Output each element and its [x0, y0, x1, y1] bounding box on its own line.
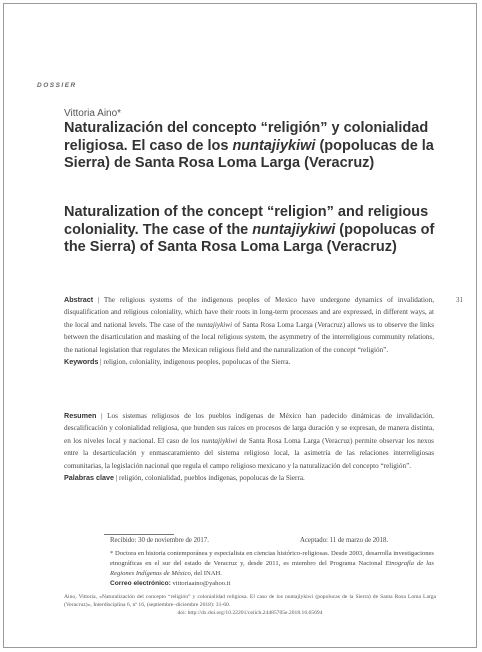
- abstract-label: Abstract: [64, 295, 94, 304]
- keywords-es-text: religión, colonialidad, pueblos indígenas, popolucas de la Sierra.: [119, 474, 305, 483]
- abstract-english: Abstract | The religious systems of the indigenous peoples of Mexico have undergone dynamics of invalidation, disqualification and religious coloniality, which have their roots in long-term processes and are expressed, in different ways, at the local and national levels. The case of the nuntajiykiwi of Santa Rosa Loma Larga (Veracruz) allows us to observe the links between the disarticulation and masking of the local religious system, the asymmetry of the interreligious community relations, the national legislation that regulates the Mexican religious field and the naturalization of the concept “religión”. Keywords | religion, coloniality, indigenous peoples, popolucas of the Sierra.: [64, 294, 434, 368]
- page-frame: [3, 3, 477, 648]
- title-es-post: (popolucas de la Sierra) de Santa Rosa Loma Larga (Veracruz): [64, 137, 434, 171]
- author-name: Vittoria Aino*: [64, 108, 122, 119]
- author-note-post: , del INAH.: [190, 570, 222, 577]
- title-english: [64, 204, 444, 257]
- citation-doi[interactable]: doi: http://dx.doi.org/10.22201/ceiich.24485705e.2018.16.65694: [177, 610, 323, 616]
- abstract-es-italic: nuntajiykiwi: [201, 436, 238, 445]
- abstract-en-text-pre: The religious systems of the indigenous peoples of Mexico have undergone dynamics of invalidation, disqualification and religious coloniality, which have their roots in long-term processes and are expressed, in different ways, at the local and national levels. The case of the: [64, 296, 434, 329]
- title-en-italic: nuntajiykiwi: [252, 221, 336, 238]
- author-note-pre: * Doctora en historia contemporánea y especialista en ciencias histórico-religiosas. Desde 2003, desarrolla investigaciones etnográficas en el sur del estado de Veracruz y, desde 2011, es miembro del Programa Nacional: [110, 550, 434, 567]
- page-number: 31: [456, 296, 463, 304]
- dates-line: [110, 537, 434, 544]
- title-en-post: (popolucas of the Sierra) of Santa Rosa Loma Larga (Veracruz): [64, 221, 435, 255]
- section-label: DOSSIER: [37, 82, 77, 89]
- keywords-english: Keywords | religion, coloniality, indigenous peoples, popolucas of the Sierra.: [64, 357, 291, 367]
- resumen-label: Resumen: [64, 411, 97, 420]
- title-en-pre: Naturalization of the concept “religion” and religious coloniality. The case of the: [64, 204, 429, 238]
- title-es-pre: Naturalización del concepto “religión” y colonialidad religiosa. El caso de los: [64, 120, 429, 154]
- citation-text: Aino, Vittoria, «Naturalización del concepto “religión” y colonialidad religiosa. El caso de los nuntajiykiwi (popolucas de la Sierra) de Santa Rosa Loma Larga (Veracruz)», Interdisciplina 6, nº 16, (septiembre–diciembre 2018): 31-60.: [64, 594, 436, 608]
- keywords-en-text: religion, coloniality, indigenous peoples, popolucas of the Sierra.: [103, 358, 291, 367]
- abstract-en-italic: nuntajiykiwi: [196, 320, 233, 329]
- palabras-clave-label: Palabras clave: [64, 473, 114, 483]
- abstract-es-text-post: de Santa Rosa Loma Larga (Veracruz) permite observar los nexos entre la desarticulación y enmascaramiento del sistema religioso local, la asimetría de las relaciones interreligiosas comunitarias, la legislación nacional que regula el campo religioso mexicano y la naturalización del concepto “religión”.: [64, 436, 434, 470]
- author-note: [110, 549, 434, 589]
- title-spanish: [64, 120, 444, 173]
- keywords-spanish: Palabras clave | religión, colonialidad, pueblos indígenas, popolucas de la Sierra.: [64, 473, 305, 483]
- accepted-date: Aceptado: 11 de marzo de 2018.: [300, 537, 389, 544]
- abstract-en-text-post: of Santa Rosa Loma Larga (Veracruz) allows us to observe the links between the disarticulation and masking of the local religious system, the asymmetry of the interreligious community relations, the national legislation that regulates the Mexican religious field and the naturalization of the concept “religión”.: [64, 320, 434, 354]
- title-es-italic: nuntajiykiwi: [232, 137, 316, 154]
- abstract-es-text-pre: Los sistemas religiosos de los pueblos indígenas de México han padecido dinámicas de invalidación, descalificación y colonialidad religiosa, que hunden sus raíces en procesos de larga duración y se expresan, de manera distinta, en los niveles local y nacional. El caso de los: [64, 412, 434, 445]
- citation: [64, 593, 436, 617]
- abstract-spanish: Resumen | Los sistemas religiosos de los pueblos indígenas de México han padecido dinámicas de invalidación, descalificación y colonialidad religiosa, que hunden sus raíces en procesos de larga duración y se expresan, de manera distinta, en los niveles local y nacional. El caso de los nuntajiykiwi de Santa Rosa Loma Larga (Veracruz) permite observar los nexos entre la desarticulación y enmascaramiento del sistema religioso local, la asimetría de las relaciones interreligiosas comunitarias, la legislación nacional que regula el campo religioso mexicano y la naturalización del concepto “religión”. Palabras clave | religión, colonialidad, pueblos indígenas, popolucas de la Sierra.: [64, 410, 434, 484]
- received-date: Recibido: 30 de noviembre de 2017.: [110, 537, 209, 544]
- keywords-label: Keywords: [64, 357, 99, 367]
- email-label: Correo electrónico:: [110, 580, 171, 587]
- author-note-italic: Etnografía de las Regiones Indígenas de México: [110, 560, 434, 577]
- footnote-rule: [104, 534, 174, 535]
- email-address[interactable]: vittoriaaino@yahoo.it: [172, 580, 231, 587]
